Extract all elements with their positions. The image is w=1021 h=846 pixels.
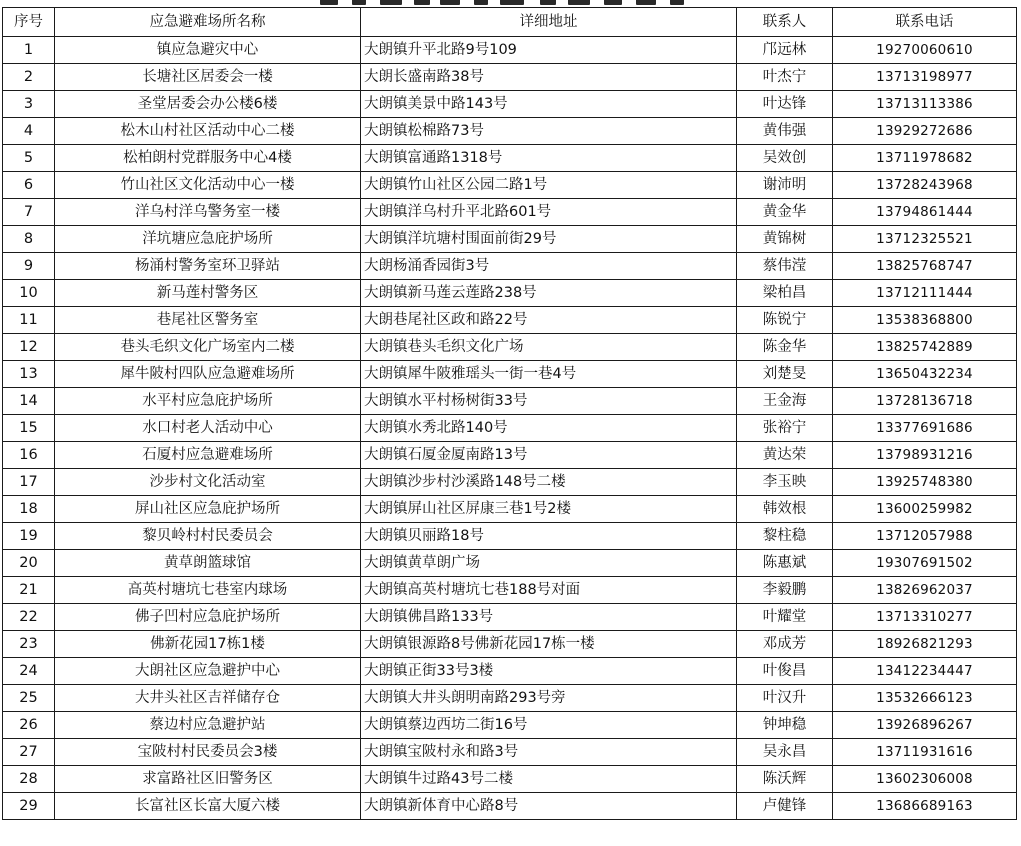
table-row [3, 604, 1017, 631]
header-no: 序号 [3, 8, 55, 37]
cell-no: 27 [3, 739, 55, 766]
cell-contact: 李毅鹏 [737, 577, 833, 604]
cell-no: 18 [3, 496, 55, 523]
cell-shelter-name: 松柏朗村党群服务中心4楼 [55, 145, 361, 172]
cell-address: 大朗镇竹山社区公园二路1号 [361, 172, 737, 199]
cell-shelter-name: 屏山社区应急庇护场所 [55, 496, 361, 523]
table-row [3, 766, 1017, 793]
cell-address: 大朗镇沙步村沙溪路148号二楼 [361, 469, 737, 496]
cell-shelter-name: 镇应急避灾中心 [55, 37, 361, 64]
table-row [3, 496, 1017, 523]
table-row [3, 442, 1017, 469]
cell-no: 26 [3, 712, 55, 739]
cell-phone: 13650432234 [833, 361, 1017, 388]
cell-phone: 13794861444 [833, 199, 1017, 226]
cell-shelter-name: 黄草朗篮球馆 [55, 550, 361, 577]
shelter-table [2, 7, 1017, 820]
cell-shelter-name: 大朗社区应急避护中心 [55, 658, 361, 685]
cell-phone: 13602306008 [833, 766, 1017, 793]
cell-no: 9 [3, 253, 55, 280]
table-row [3, 523, 1017, 550]
cell-shelter-name: 新马莲村警务区 [55, 280, 361, 307]
cell-address: 大朗镇屏山社区屏康三巷1号2楼 [361, 496, 737, 523]
cell-address: 大朗镇新体育中心路8号 [361, 793, 737, 820]
cell-contact: 邝远林 [737, 37, 833, 64]
table-row [3, 64, 1017, 91]
cell-contact: 蔡伟滢 [737, 253, 833, 280]
cell-contact: 钟坤稳 [737, 712, 833, 739]
cell-no: 19 [3, 523, 55, 550]
cell-address: 大朗镇蔡边西坊二街16号 [361, 712, 737, 739]
table-row [3, 658, 1017, 685]
cell-address: 大朗镇宝陂村永和路3号 [361, 739, 737, 766]
table-row [3, 145, 1017, 172]
cell-contact: 韩效根 [737, 496, 833, 523]
table-row [3, 307, 1017, 334]
cell-address: 大朗镇水平村杨树街33号 [361, 388, 737, 415]
cell-address: 大朗杨涌香园街3号 [361, 253, 737, 280]
cell-contact: 吴效创 [737, 145, 833, 172]
cell-shelter-name: 高英村塘坑七巷室内球场 [55, 577, 361, 604]
cell-shelter-name: 竹山社区文化活动中心一楼 [55, 172, 361, 199]
table-row [3, 685, 1017, 712]
cell-contact: 王金海 [737, 388, 833, 415]
table-row [3, 172, 1017, 199]
table-row [3, 253, 1017, 280]
table-row [3, 361, 1017, 388]
cell-shelter-name: 黎贝岭村村民委员会 [55, 523, 361, 550]
table-body [3, 37, 1017, 820]
header-contact: 联系人 [737, 8, 833, 37]
cell-phone: 18926821293 [833, 631, 1017, 658]
cell-no: 21 [3, 577, 55, 604]
table-row [3, 577, 1017, 604]
cell-no: 28 [3, 766, 55, 793]
cell-no: 25 [3, 685, 55, 712]
header-name: 应急避难场所名称 [55, 8, 361, 37]
cell-shelter-name: 宝陂村村民委员会3楼 [55, 739, 361, 766]
table-row [3, 388, 1017, 415]
cell-contact: 吴永昌 [737, 739, 833, 766]
header-row [3, 8, 1017, 37]
cell-address: 大朗巷尾社区政和路22号 [361, 307, 737, 334]
cell-shelter-name: 犀牛陂村四队应急避难场所 [55, 361, 361, 388]
cell-shelter-name: 蔡边村应急避护站 [55, 712, 361, 739]
cell-no: 17 [3, 469, 55, 496]
cell-phone: 13711978682 [833, 145, 1017, 172]
cell-no: 29 [3, 793, 55, 820]
cell-phone: 13686689163 [833, 793, 1017, 820]
cell-phone: 13713310277 [833, 604, 1017, 631]
cell-contact: 张裕宁 [737, 415, 833, 442]
cell-phone: 13600259982 [833, 496, 1017, 523]
cell-contact: 黄锦树 [737, 226, 833, 253]
cell-address: 大朗镇新马莲云莲路238号 [361, 280, 737, 307]
cell-address: 大朗镇犀牛陂雅瑶头一街一巷4号 [361, 361, 737, 388]
cell-no: 6 [3, 172, 55, 199]
table-row [3, 226, 1017, 253]
cell-no: 10 [3, 280, 55, 307]
cell-contact: 陈惠斌 [737, 550, 833, 577]
cell-no: 1 [3, 37, 55, 64]
table-header [3, 8, 1017, 37]
cell-address: 大朗镇水秀北路140号 [361, 415, 737, 442]
cell-address: 大朗镇石厦金厦南路13号 [361, 442, 737, 469]
cell-no: 23 [3, 631, 55, 658]
cell-shelter-name: 佛新花园17栋1楼 [55, 631, 361, 658]
cell-address: 大朗镇松棉路73号 [361, 118, 737, 145]
table-row [3, 631, 1017, 658]
cell-shelter-name: 松木山村社区活动中心二楼 [55, 118, 361, 145]
cell-no: 3 [3, 91, 55, 118]
cell-no: 24 [3, 658, 55, 685]
cell-phone: 13713198977 [833, 64, 1017, 91]
cell-shelter-name: 杨涌村警务室环卫驿站 [55, 253, 361, 280]
cell-contact: 黄伟强 [737, 118, 833, 145]
cell-contact: 黎柱稳 [737, 523, 833, 550]
cell-address: 大朗镇佛昌路133号 [361, 604, 737, 631]
cell-shelter-name: 长富社区长富大厦六楼 [55, 793, 361, 820]
cell-address: 大朗镇升平北路9号109 [361, 37, 737, 64]
cell-contact: 叶达锋 [737, 91, 833, 118]
cell-phone: 19307691502 [833, 550, 1017, 577]
cell-contact: 卢健锋 [737, 793, 833, 820]
cell-contact: 叶杰宁 [737, 64, 833, 91]
cell-address: 大朗镇贝丽路18号 [361, 523, 737, 550]
cell-address: 大朗镇黄草朗广场 [361, 550, 737, 577]
cell-phone: 13532666123 [833, 685, 1017, 712]
cell-contact: 李玉映 [737, 469, 833, 496]
cell-no: 2 [3, 64, 55, 91]
cell-phone: 13825768747 [833, 253, 1017, 280]
table-row [3, 91, 1017, 118]
cell-phone: 13712057988 [833, 523, 1017, 550]
cell-phone: 13826962037 [833, 577, 1017, 604]
cell-contact: 叶汉升 [737, 685, 833, 712]
cell-phone: 13825742889 [833, 334, 1017, 361]
table-row [3, 739, 1017, 766]
cell-address: 大朗镇大井头朗明南路293号旁 [361, 685, 737, 712]
table-row [3, 199, 1017, 226]
cell-shelter-name: 长塘社区居委会一楼 [55, 64, 361, 91]
cell-phone: 13712325521 [833, 226, 1017, 253]
table-row [3, 712, 1017, 739]
cell-no: 20 [3, 550, 55, 577]
cell-shelter-name: 沙步村文化活动室 [55, 469, 361, 496]
cell-shelter-name: 水口村老人活动中心 [55, 415, 361, 442]
cell-shelter-name: 水平村应急庇护场所 [55, 388, 361, 415]
cell-no: 15 [3, 415, 55, 442]
cell-phone: 13538368800 [833, 307, 1017, 334]
cell-phone: 19270060610 [833, 37, 1017, 64]
cell-shelter-name: 巷头毛织文化广场室内二楼 [55, 334, 361, 361]
cell-address: 大朗镇正街33号3楼 [361, 658, 737, 685]
cell-address: 大朗镇银源路8号佛新花园17栋一楼 [361, 631, 737, 658]
table-row [3, 280, 1017, 307]
cell-no: 4 [3, 118, 55, 145]
cell-phone: 13926896267 [833, 712, 1017, 739]
cell-no: 13 [3, 361, 55, 388]
cell-no: 14 [3, 388, 55, 415]
cell-contact: 叶耀堂 [737, 604, 833, 631]
cell-address: 大朗镇美景中路143号 [361, 91, 737, 118]
cell-shelter-name: 巷尾社区警务室 [55, 307, 361, 334]
cell-no: 12 [3, 334, 55, 361]
cell-phone: 13412234447 [833, 658, 1017, 685]
cell-shelter-name: 洋坑塘应急庇护场所 [55, 226, 361, 253]
table-row [3, 415, 1017, 442]
cell-phone: 13712111444 [833, 280, 1017, 307]
cell-shelter-name: 大井头社区吉祥储存仓 [55, 685, 361, 712]
cell-shelter-name: 佛子凹村应急庇护场所 [55, 604, 361, 631]
cell-phone: 13713113386 [833, 91, 1017, 118]
cell-phone: 13929272686 [833, 118, 1017, 145]
table-row [3, 118, 1017, 145]
cell-contact: 黄金华 [737, 199, 833, 226]
cell-contact: 陈锐宁 [737, 307, 833, 334]
cell-phone: 13728243968 [833, 172, 1017, 199]
cell-contact: 陈沃辉 [737, 766, 833, 793]
cell-phone: 13377691686 [833, 415, 1017, 442]
table-row [3, 550, 1017, 577]
cell-address: 大朗镇巷头毛织文化广场 [361, 334, 737, 361]
cell-phone: 13798931216 [833, 442, 1017, 469]
cell-shelter-name: 洋乌村洋乌警务室一楼 [55, 199, 361, 226]
cell-contact: 陈金华 [737, 334, 833, 361]
cell-contact: 黄达荣 [737, 442, 833, 469]
cell-no: 22 [3, 604, 55, 631]
cell-address: 大朗镇牛过路43号二楼 [361, 766, 737, 793]
table-row [3, 793, 1017, 820]
cell-no: 8 [3, 226, 55, 253]
header-phone: 联系电话 [833, 8, 1017, 37]
cell-address: 大朗镇高英村塘坑七巷188号对面 [361, 577, 737, 604]
cell-no: 7 [3, 199, 55, 226]
cell-shelter-name: 圣堂居委会办公楼6楼 [55, 91, 361, 118]
cell-shelter-name: 石厦村应急避难场所 [55, 442, 361, 469]
header-address: 详细地址 [361, 8, 737, 37]
cell-no: 11 [3, 307, 55, 334]
table-row [3, 469, 1017, 496]
cell-contact: 邓成芳 [737, 631, 833, 658]
cell-no: 16 [3, 442, 55, 469]
cell-address: 大朗长盛南路38号 [361, 64, 737, 91]
cell-phone: 13925748380 [833, 469, 1017, 496]
cell-address: 大朗镇洋坑塘村围面前街29号 [361, 226, 737, 253]
cell-contact: 刘楚旻 [737, 361, 833, 388]
cell-contact: 叶俊昌 [737, 658, 833, 685]
cell-phone: 13728136718 [833, 388, 1017, 415]
cell-contact: 梁柏昌 [737, 280, 833, 307]
cell-address: 大朗镇富通路1318号 [361, 145, 737, 172]
cell-address: 大朗镇洋乌村升平北路601号 [361, 199, 737, 226]
cell-shelter-name: 求富路社区旧警务区 [55, 766, 361, 793]
table-row [3, 37, 1017, 64]
cell-contact: 谢沛明 [737, 172, 833, 199]
cell-phone: 13711931616 [833, 739, 1017, 766]
cell-no: 5 [3, 145, 55, 172]
table-row [3, 334, 1017, 361]
